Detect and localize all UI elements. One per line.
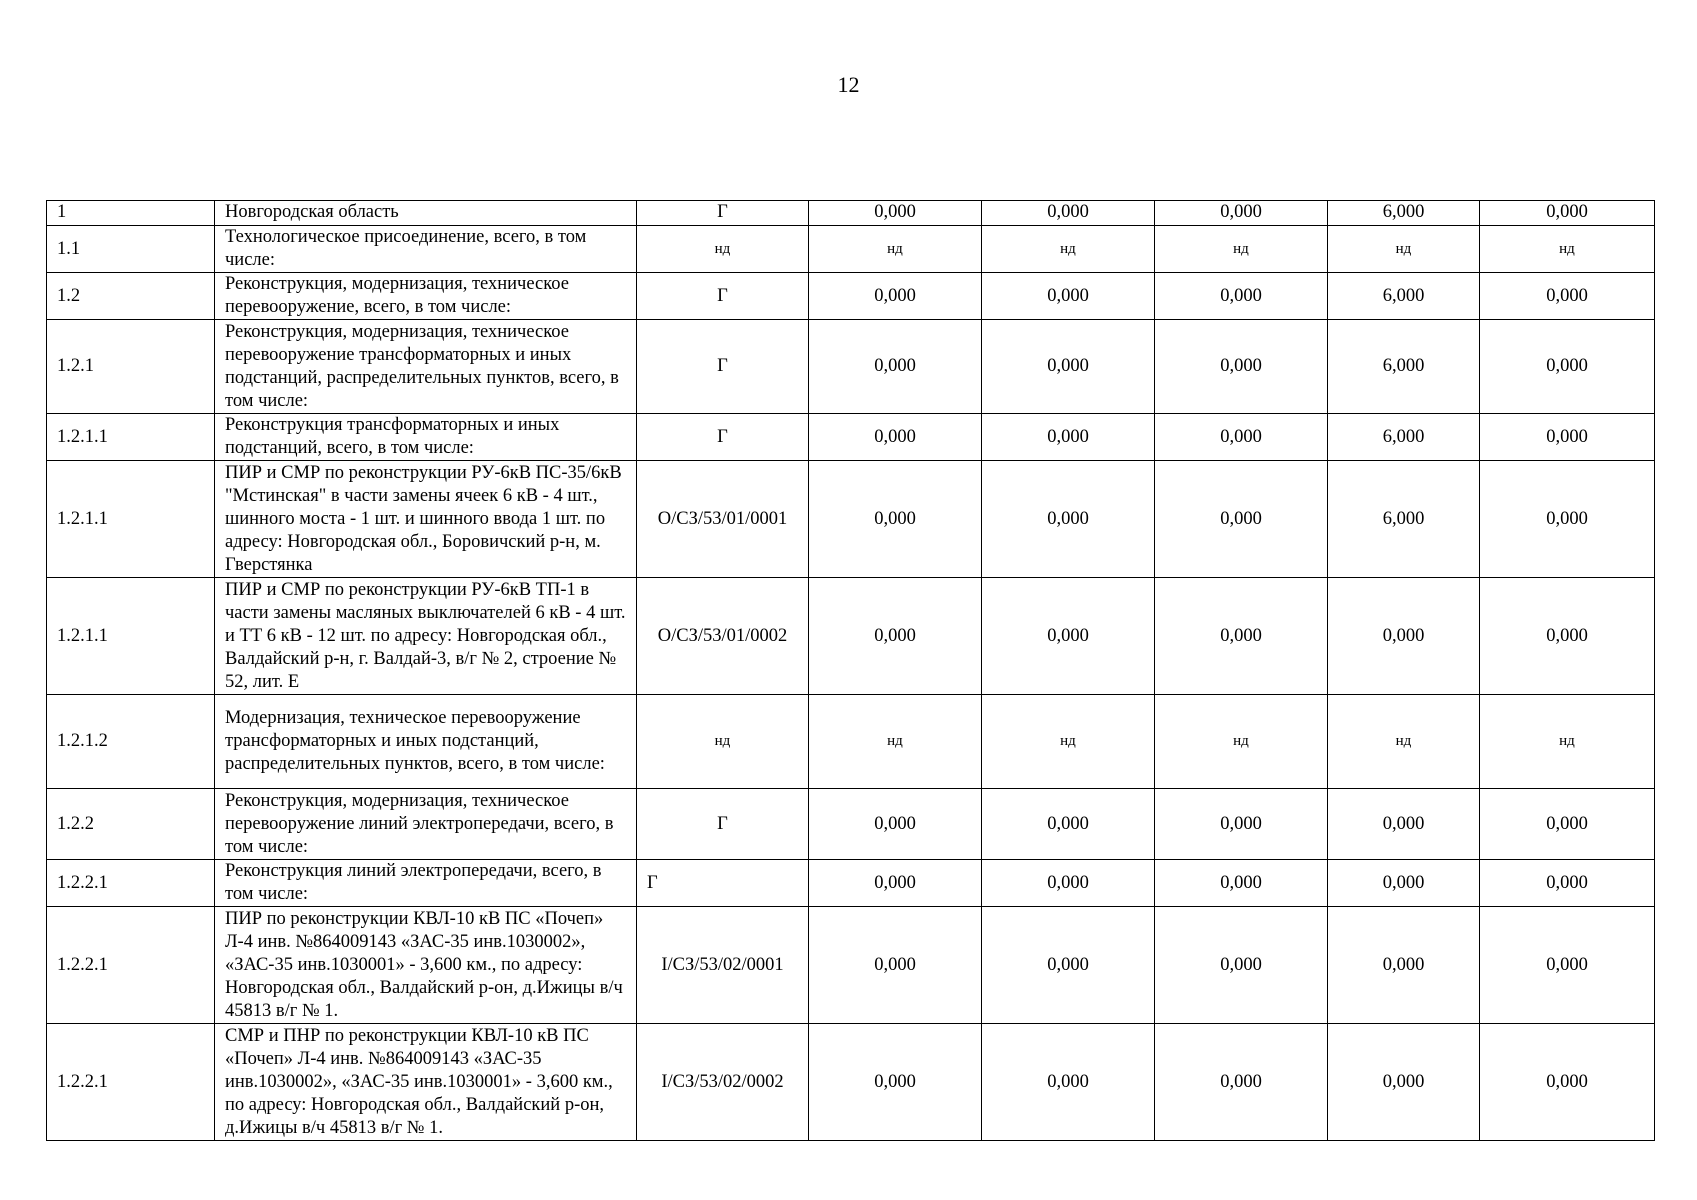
row-value-3: 0,000 <box>1155 578 1328 695</box>
row-value-4: 6,000 <box>1328 273 1480 320</box>
row-value-4: 0,000 <box>1328 907 1480 1024</box>
row-value-1: 0,000 <box>809 789 982 860</box>
row-code: Г <box>637 860 809 907</box>
row-code: Г <box>637 273 809 320</box>
row-name: СМР и ПНР по реконструкции КВЛ-10 кВ ПС «Почеп» Л-4 инв. №864009143 «ЗАС-35 инв.1030002», «ЗАС-35 инв.1030001» - 3,600 км., по адресу: Новгородская обл., Валдайский р-он, д.Ижицы в/ч 45813 в/г № 1. <box>215 1024 637 1141</box>
row-value-4: нд <box>1328 226 1480 273</box>
row-value-1: 0,000 <box>809 461 982 578</box>
row-value-1: 0,000 <box>809 860 982 907</box>
row-code: Г <box>637 201 809 226</box>
row-value-2: нд <box>982 695 1155 789</box>
row-name: Технологическое присоединение, всего, в том числе: <box>215 226 637 273</box>
row-value-2: 0,000 <box>982 1024 1155 1141</box>
row-number: 1.2.2.1 <box>47 1024 215 1141</box>
row-value-5: 0,000 <box>1480 320 1655 414</box>
row-name: ПИР и СМР по реконструкции РУ-6кВ ТП-1 в части замены масляных выключателей 6 кВ - 4 шт. и ТТ 6 кВ - 12 шт. по адресу: Новгородская обл., Валдайский р-н, г. Валдай-3, в/г № 2, строение № 52, лит. Е <box>215 578 637 695</box>
row-value-4: 6,000 <box>1328 461 1480 578</box>
row-value-2: 0,000 <box>982 461 1155 578</box>
row-value-3: 0,000 <box>1155 1024 1328 1141</box>
table-row <box>47 578 1655 695</box>
row-value-5: 0,000 <box>1480 201 1655 226</box>
row-code: нд <box>637 695 809 789</box>
row-number: 1.2.1.1 <box>47 578 215 695</box>
table-row <box>47 1024 1655 1141</box>
row-value-4: 6,000 <box>1328 320 1480 414</box>
row-value-3: нд <box>1155 226 1328 273</box>
table-row <box>47 201 1655 226</box>
table-row <box>47 414 1655 461</box>
row-value-3: 0,000 <box>1155 907 1328 1024</box>
page-number: 12 <box>837 72 860 97</box>
row-number: 1.2.2.1 <box>47 860 215 907</box>
row-value-1: 0,000 <box>809 273 982 320</box>
row-value-4: нд <box>1328 695 1480 789</box>
row-value-4: 0,000 <box>1328 578 1480 695</box>
row-value-1: нд <box>809 695 982 789</box>
row-name: Реконструкция, модернизация, техническое перевооружение линий электропередачи, всего, в том числе: <box>215 789 637 860</box>
row-value-3: 0,000 <box>1155 201 1328 226</box>
row-number: 1.2.2 <box>47 789 215 860</box>
row-value-3: 0,000 <box>1155 273 1328 320</box>
table-row <box>47 273 1655 320</box>
row-value-2: 0,000 <box>982 414 1155 461</box>
row-value-1: 0,000 <box>809 1024 982 1141</box>
row-name: ПИР по реконструкции КВЛ-10 кВ ПС «Почеп» Л-4 инв. №864009143 «ЗАС-35 инв.1030002», «ЗАС-35 инв.1030001» - 3,600 км., по адресу: Новгородская обл., Валдайский р-он, д.Ижицы в/ч 45813 в/г № 1. <box>215 907 637 1024</box>
row-value-1: 0,000 <box>809 578 982 695</box>
row-number: 1.1 <box>47 226 215 273</box>
table-row <box>47 907 1655 1024</box>
row-value-4: 0,000 <box>1328 1024 1480 1141</box>
row-value-5: 0,000 <box>1480 1024 1655 1141</box>
row-value-5: 0,000 <box>1480 414 1655 461</box>
row-value-1: нд <box>809 226 982 273</box>
row-value-3: 0,000 <box>1155 414 1328 461</box>
row-number: 1.2 <box>47 273 215 320</box>
row-value-4: 0,000 <box>1328 789 1480 860</box>
table-row <box>47 226 1655 273</box>
table-row <box>47 860 1655 907</box>
table-row <box>47 320 1655 414</box>
row-value-1: 0,000 <box>809 201 982 226</box>
row-value-5: 0,000 <box>1480 578 1655 695</box>
row-code: I/СЗ/53/02/0002 <box>637 1024 809 1141</box>
row-number: 1.2.1.1 <box>47 414 215 461</box>
row-value-5: 0,000 <box>1480 789 1655 860</box>
row-name: Реконструкция, модернизация, техническое перевооружение трансформаторных и иных подстанций, распределительных пунктов, всего, в том числе: <box>215 320 637 414</box>
row-name: ПИР и СМР по реконструкции РУ-6кВ ПС-35/6кВ "Мстинская" в части замены ячеек 6 кВ - 4 шт., шинного моста - 1 шт. и шинного ввода 1 шт. по адресу: Новгородская обл., Боровичский р-н, м. Гверстянка <box>215 461 637 578</box>
row-value-2: 0,000 <box>982 907 1155 1024</box>
table-row <box>47 695 1655 789</box>
row-value-1: 0,000 <box>809 414 982 461</box>
row-value-2: 0,000 <box>982 273 1155 320</box>
row-value-2: 0,000 <box>982 320 1155 414</box>
row-value-2: 0,000 <box>982 860 1155 907</box>
row-value-5: 0,000 <box>1480 461 1655 578</box>
table-row <box>47 789 1655 860</box>
row-value-2: 0,000 <box>982 789 1155 860</box>
row-name: Реконструкция трансформаторных и иных подстанций, всего, в том числе: <box>215 414 637 461</box>
row-number: 1.2.1 <box>47 320 215 414</box>
row-number: 1 <box>47 201 215 226</box>
row-value-4: 6,000 <box>1328 201 1480 226</box>
row-code: нд <box>637 226 809 273</box>
row-value-4: 0,000 <box>1328 860 1480 907</box>
row-code: О/СЗ/53/01/0001 <box>637 461 809 578</box>
row-value-3: нд <box>1155 695 1328 789</box>
row-value-5: 0,000 <box>1480 907 1655 1024</box>
row-value-3: 0,000 <box>1155 860 1328 907</box>
row-value-2: 0,000 <box>982 578 1155 695</box>
row-value-3: 0,000 <box>1155 461 1328 578</box>
row-code: Г <box>637 414 809 461</box>
row-name: Новгородская область <box>215 201 637 226</box>
row-value-5: 0,000 <box>1480 860 1655 907</box>
row-number: 1.2.2.1 <box>47 907 215 1024</box>
row-code: Г <box>637 789 809 860</box>
investment-program-table <box>46 200 1655 1141</box>
row-value-3: 0,000 <box>1155 789 1328 860</box>
row-code: Г <box>637 320 809 414</box>
row-value-5: нд <box>1480 695 1655 789</box>
row-value-2: 0,000 <box>982 201 1155 226</box>
row-value-5: 0,000 <box>1480 273 1655 320</box>
row-number: 1.2.1.2 <box>47 695 215 789</box>
row-value-5: нд <box>1480 226 1655 273</box>
row-name: Реконструкция, модернизация, техническое перевооружение, всего, в том числе: <box>215 273 637 320</box>
row-code: I/СЗ/53/02/0001 <box>637 907 809 1024</box>
table-row <box>47 461 1655 578</box>
row-value-1: 0,000 <box>809 907 982 1024</box>
row-value-1: 0,000 <box>809 320 982 414</box>
row-code: О/СЗ/53/01/0002 <box>637 578 809 695</box>
row-value-4: 6,000 <box>1328 414 1480 461</box>
row-name: Модернизация, техническое перевооружение трансформаторных и иных подстанций, распределительных пунктов, всего, в том числе: <box>215 695 637 789</box>
row-value-3: 0,000 <box>1155 320 1328 414</box>
row-number: 1.2.1.1 <box>47 461 215 578</box>
row-value-2: нд <box>982 226 1155 273</box>
row-name: Реконструкция линий электропередачи, всего, в том числе: <box>215 860 637 907</box>
